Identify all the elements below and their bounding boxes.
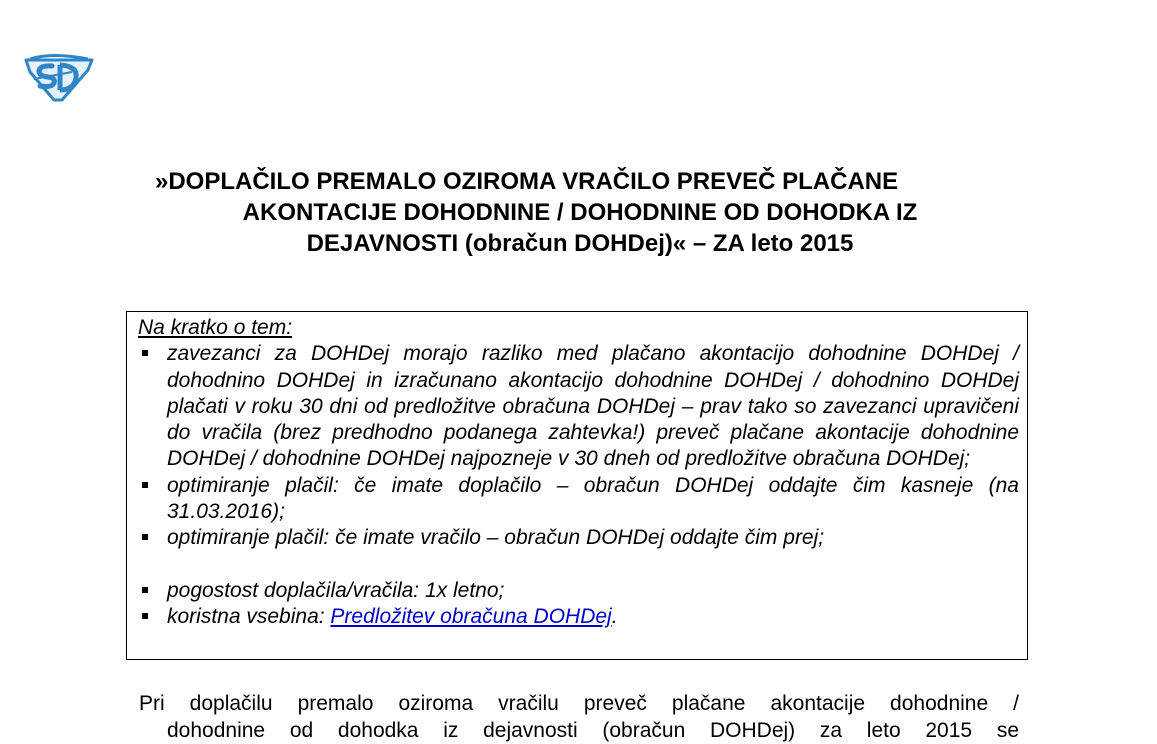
useful-content-label: koristna vsebina: [167,604,331,628]
summary-item-optimize-surcharge: optimiranje plačil: če imate doplačilo – obračun DOHDej oddajte čim kasneje (na 31.03.2016); [138,473,1019,526]
summary-item-optimize-refund: optimiranje plačil: če imate vračilo – obračun DOHDej oddajte čim prej; [138,525,1019,551]
document-title [150,166,1010,259]
summary-item-useful-content [138,604,1019,630]
company-logo [22,50,96,104]
summary-list [138,341,1019,630]
title-line-1: »DOPLAČILO PREMALO OZIROMA VRAČILO PREVEČ PLAČANE [155,168,899,195]
title-line-3: DEJAVNOSTI (obračun DOHDej)« – ZA leto 2015 [306,230,854,257]
submission-link[interactable]: Predložitev obračuna DOHDej [330,604,612,628]
body-line-1: Pri doplačilu premalo oziroma vračilu preveč plačane akontacije dohodnine / [139,692,1019,715]
useful-content-suffix: . [611,604,618,628]
summary-item-payment-deadline: zavezanci za DOHDej morajo razliko med plačano akontacijo dohodnine DOHDej / dohodnino DOHDej in izračunano akontacijo dohodnine DOHDej / dohodnino DOHDej plačati v roku 30 dni od predložitve obračuna DOHDej – prav tako so zavezanci upravičeni do vračila (brez predhodno podanega zahtevka!) preveč plačane akontacije dohodnine DOHDej / dohodnine DOHDej najpozneje v 30 dneh od predložitve obračuna DOHDej; [138,341,1019,472]
body-line-2: dohodnine od dohodka iz dejavnosti (obračun DOHDej) za leto 2015 se [167,719,1019,742]
title-line-2: AKONTACIJE DOHODNINE / DOHODNINE OD DOHODKA IZ [242,199,918,226]
body-paragraph [139,690,1019,744]
summary-heading: Na kratko o tem: [138,316,293,339]
list-spacer [138,552,1019,578]
summary-box [126,311,1028,660]
summary-item-frequency: pogostost doplačila/vračila: 1x letno; [138,578,1019,604]
